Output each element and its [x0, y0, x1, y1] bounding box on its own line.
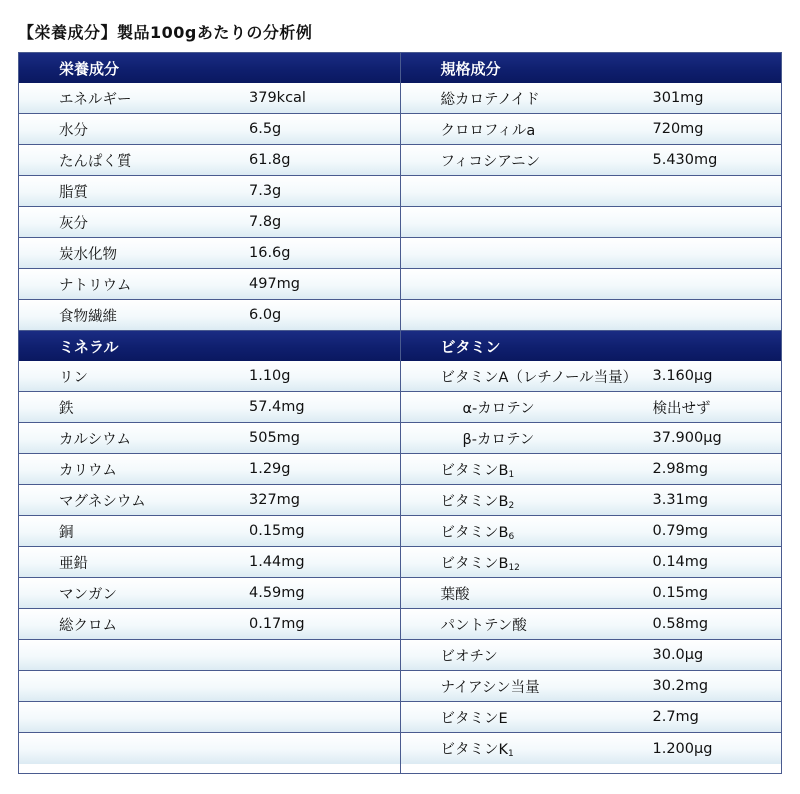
- table-row: [19, 485, 400, 516]
- table-row: [19, 269, 400, 300]
- row-value: 5.430mg: [652, 152, 718, 168]
- row-name: ビタミンA（レチノール当量）: [440, 369, 638, 386]
- empty-row: [401, 238, 782, 269]
- empty-row: [19, 640, 400, 671]
- row-value: 6.5g: [249, 121, 282, 137]
- row-value: 505mg: [249, 430, 301, 446]
- row-name: ビオチン: [440, 648, 498, 665]
- table-row: [401, 145, 782, 176]
- row-value: 2.98mg: [652, 461, 709, 477]
- row-name: ナトリウム: [59, 277, 132, 294]
- table-row: [19, 83, 400, 114]
- table-row: [401, 361, 782, 392]
- row-name: 亜鉛: [59, 555, 88, 572]
- row-value: 3.160μg: [652, 368, 713, 384]
- table-row: [19, 114, 400, 145]
- row-name: 総クロム: [59, 617, 117, 634]
- row-name-subscript: 1: [508, 749, 514, 759]
- table-row: [401, 423, 782, 454]
- row-name: 銅: [59, 524, 74, 541]
- row-value: 327mg: [249, 492, 301, 508]
- table-row: [401, 578, 782, 609]
- table-row: [401, 516, 782, 547]
- table-row: [19, 207, 400, 238]
- row-value: 0.15mg: [652, 585, 709, 601]
- row-value: 1.29g: [249, 461, 291, 477]
- row-value: 57.4mg: [249, 399, 305, 415]
- table-row: [401, 114, 782, 145]
- table-row: [19, 392, 400, 423]
- section-header-standard: 規格成分: [401, 53, 782, 83]
- row-value: 30.0μg: [652, 647, 704, 663]
- row-name: 食物繊維: [59, 308, 117, 325]
- row-value: 1.44mg: [249, 554, 305, 570]
- row-name: β-カロテン: [462, 431, 535, 448]
- section-header-vitamin: ビタミン: [401, 331, 782, 361]
- row-name-subscript: 2: [508, 500, 515, 511]
- empty-row: [19, 702, 400, 733]
- section-header-nutrition: 栄養成分: [19, 53, 400, 83]
- row-name: たんぱく質: [59, 153, 132, 170]
- row-name: [401, 738, 653, 759]
- table-row: [19, 145, 400, 176]
- row-value: 1.200μg: [652, 740, 713, 757]
- row-name: 炭水化物: [59, 246, 117, 263]
- row-name: 葉酸: [440, 586, 470, 603]
- empty-row: [401, 176, 782, 207]
- row-name: マグネシウム: [59, 493, 146, 510]
- row-name: フィコシアニン: [440, 153, 541, 170]
- table-row: [401, 671, 782, 702]
- row-name: [401, 490, 653, 511]
- row-value: 30.2mg: [652, 678, 709, 694]
- row-value: 720mg: [652, 121, 704, 137]
- table-row: [401, 485, 782, 516]
- table-row: [401, 454, 782, 485]
- table-row: [401, 733, 782, 764]
- row-name: α-カロテン: [462, 400, 535, 417]
- row-value: 0.79mg: [652, 523, 709, 539]
- table-row: [401, 609, 782, 640]
- table-row: [401, 702, 782, 733]
- row-name: カリウム: [59, 462, 117, 479]
- row-name-subscript: 12: [508, 562, 520, 573]
- table-row: [19, 176, 400, 207]
- row-name: 総カロテノイド: [440, 91, 540, 108]
- table-row: [19, 578, 400, 609]
- table-row: [401, 547, 782, 578]
- empty-row: [19, 671, 400, 702]
- empty-row: [401, 300, 782, 331]
- table-row: [19, 300, 400, 331]
- row-name-subscript: 6: [508, 531, 515, 542]
- row-value: 0.14mg: [652, 554, 709, 570]
- table-row: [19, 547, 400, 578]
- row-name: 水分: [59, 122, 88, 139]
- row-name: クロロフィルa: [440, 122, 536, 139]
- row-name: エネルギー: [59, 91, 132, 108]
- row-value: 301mg: [652, 90, 704, 106]
- row-name-text: ビタミンK: [440, 742, 509, 758]
- table-row: [19, 516, 400, 547]
- empty-row: [401, 207, 782, 238]
- row-name-text: ビタミンB: [440, 462, 509, 479]
- table-row: [19, 609, 400, 640]
- row-name: ナイアシン当量: [440, 679, 540, 696]
- row-name: [401, 552, 653, 573]
- row-value: 379kcal: [249, 90, 306, 106]
- row-value: 4.59mg: [249, 585, 305, 601]
- row-name: [401, 521, 653, 542]
- row-name-subscript: 1: [508, 469, 515, 480]
- table-caption: 【栄養成分】製品100gあたりの分析例: [18, 23, 313, 42]
- empty-row: [401, 269, 782, 300]
- row-name-text: ビタミンB: [440, 524, 509, 541]
- table-row: [401, 392, 782, 423]
- row-value: 3.31mg: [652, 492, 709, 508]
- row-value: 0.15mg: [249, 523, 305, 539]
- row-value: 37.900μg: [652, 430, 722, 446]
- table-row: [19, 423, 400, 454]
- row-name-text: ビタミンB: [440, 555, 509, 572]
- left-column: [19, 53, 401, 773]
- row-name: [401, 459, 653, 480]
- row-value: 2.7mg: [652, 709, 699, 725]
- row-value: 497mg: [249, 276, 301, 292]
- table-row: [19, 361, 400, 392]
- row-name: 灰分: [59, 215, 88, 232]
- row-value: 0.58mg: [652, 616, 709, 632]
- row-name: ビタミンE: [440, 710, 508, 727]
- table-row: [401, 640, 782, 671]
- table-row: [401, 83, 782, 114]
- row-value: 検出せず: [652, 400, 711, 417]
- nutrition-table: [18, 52, 782, 774]
- row-value: 16.6g: [249, 245, 291, 261]
- empty-row: [19, 733, 400, 764]
- row-name-text: ビタミンB: [440, 493, 509, 510]
- row-value: 0.17mg: [249, 616, 305, 632]
- row-value: 61.8g: [249, 152, 291, 168]
- row-value: 7.8g: [249, 214, 282, 230]
- row-name: 脂質: [59, 184, 88, 201]
- row-value: 7.3g: [249, 183, 282, 199]
- right-column: [401, 53, 782, 773]
- section-header-mineral: ミネラル: [19, 331, 400, 361]
- row-name: リン: [59, 369, 88, 386]
- row-name: マンガン: [59, 586, 117, 603]
- table-row: [19, 238, 400, 269]
- row-name: パントテン酸: [440, 617, 527, 634]
- row-value: 1.10g: [249, 368, 291, 384]
- row-name: カルシウム: [59, 431, 131, 448]
- row-value: 6.0g: [249, 307, 282, 323]
- row-name: 鉄: [59, 400, 74, 417]
- table-row: [19, 454, 400, 485]
